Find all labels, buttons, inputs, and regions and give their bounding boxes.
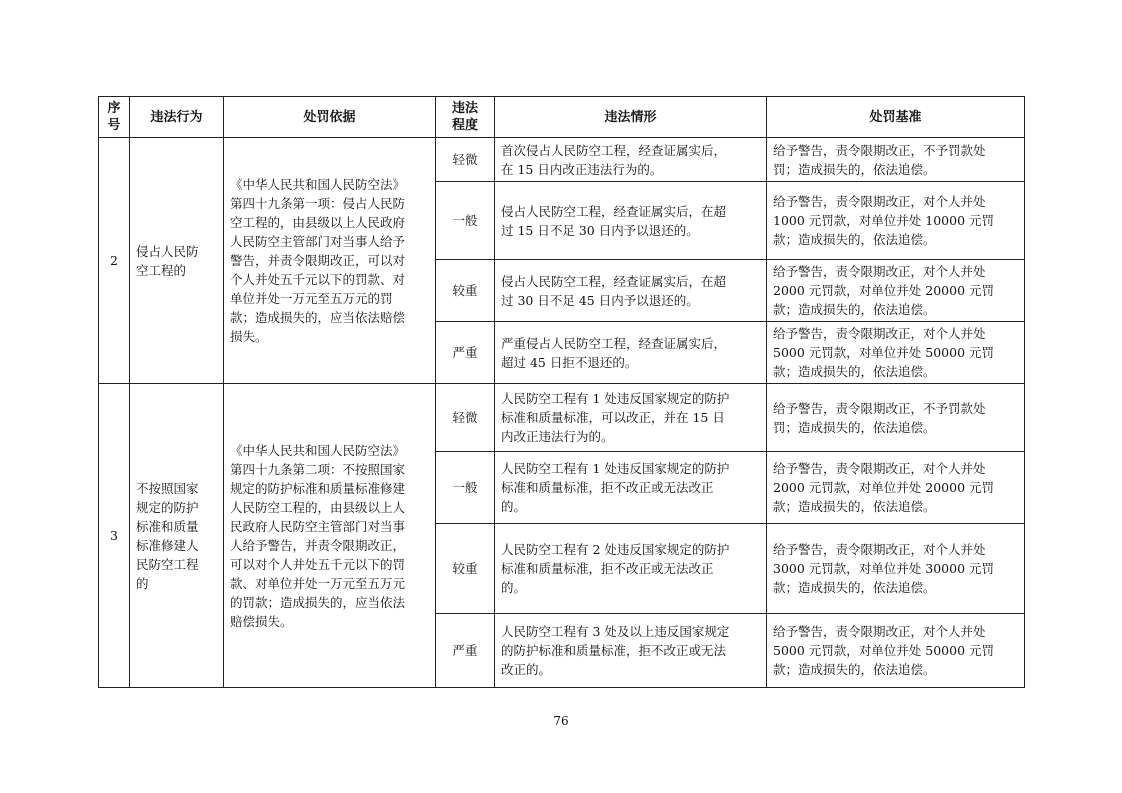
violation-level: 一般 [436,182,495,260]
page-number: 76 [553,714,569,728]
violation-situation: 首次侵占人民防空工程，经查证属实后， 在 15 日内改正违法行为的。 [495,138,767,182]
violation-situation: 人民防空工程有 1 处违反国家规定的防护 标准和质量标准，可以改正，并在 15 日 内改正违法行为的。 [495,384,767,452]
penalty-standard: 给予警告，责令限期改正，对个人并处 5000 元罚款，对单位并处 50000 元罚 款；造成损失的，依法追偿。 [767,322,1025,384]
violation-situation: 侵占人民防空工程，经查证属实后，在超 过 30 日不足 45 日内予以退还的。 [495,260,767,322]
header-violation-situation: 违法情形 [495,97,767,138]
row-number: 3 [99,384,130,688]
penalty-standard-table [98,96,1025,688]
penalty-basis: 《中华人民共和国人民防空法》 第四十九条第二项：不按照国家 规定的防护标准和质量标准修建 人民防空工程的，由县级以上人 民政府人民防空主管部门对当事 人给予警告，并责令限期改正， 可以对个人并处五千元以下的罚 款、对单位并处一万元至五万元 的罚款；造成损失的，应当依法 赔偿损失。 [224,384,436,688]
violation-level: 一般 [436,452,495,524]
header-row [99,97,1025,138]
violation-act: 侵占人民防 空工程的 [130,138,224,384]
penalty-standard: 给予警告，责令限期改正，对个人并处 5000 元罚款，对单位并处 50000 元罚 款；造成损失的，依法追偿。 [767,614,1025,688]
penalty-standard: 给予警告，责令限期改正，对个人并处 2000 元罚款，对单位并处 20000 元罚 款；造成损失的，依法追偿。 [767,452,1025,524]
penalty-standard: 给予警告，责令限期改正，对个人并处 1000 元罚款，对单位并处 10000 元罚 款；造成损失的，依法追偿。 [767,182,1025,260]
violation-situation: 侵占人民防空工程，经查证属实后，在超 过 15 日不足 30 日内予以退还的。 [495,182,767,260]
penalty-standard: 给予警告，责令限期改正，对个人并处 2000 元罚款，对单位并处 20000 元罚 款；造成损失的，依法追偿。 [767,260,1025,322]
penalty-standard: 给予警告，责令限期改正，不予罚款处 罚；造成损失的，依法追偿。 [767,138,1025,182]
violation-situation: 人民防空工程有 2 处违反国家规定的防护 标准和质量标准，拒不改正或无法改正 的。 [495,524,767,614]
violation-level: 轻微 [436,384,495,452]
penalty-standard: 给予警告，责令限期改正，对个人并处 3000 元罚款，对单位并处 30000 元罚 款；造成损失的，依法追偿。 [767,524,1025,614]
table-row [99,138,1025,182]
violation-level: 严重 [436,322,495,384]
violation-level: 较重 [436,260,495,322]
row-number: 2 [99,138,130,384]
violation-act: 不按照国家 规定的防护 标准和质量 标准修建人 民防空工程 的 [130,384,224,688]
violation-situation: 严重侵占人民防空工程，经查证属实后， 超过 45 日拒不退还的。 [495,322,767,384]
violation-situation: 人民防空工程有 3 处及以上违反国家规定 的防护标准和质量标准，拒不改正或无法 改正的。 [495,614,767,688]
penalty-standard: 给予警告，责令限期改正，不予罚款处 罚；造成损失的，依法追偿。 [767,384,1025,452]
table-row [99,384,1025,452]
header-number: 序 号 [99,97,130,138]
violation-level: 较重 [436,524,495,614]
penalty-basis: 《中华人民共和国人民防空法》 第四十九条第一项：侵占人民防 空工程的，由县级以上人民政府 人民防空主管部门对当事人给予 警告，并责令限期改正，可以对 个人并处五千元以下的罚款、对 单位并处一万元至五万元的罚 款；造成损失的，应当依法赔偿 损失。 [224,138,436,384]
header-penalty-basis: 处罚依据 [224,97,436,138]
violation-situation: 人民防空工程有 1 处违反国家规定的防护 标准和质量标准，拒不改正或无法改正 的。 [495,452,767,524]
header-penalty-standard: 处罚基准 [767,97,1025,138]
header-violation-level: 违法 程度 [436,97,495,138]
violation-level: 轻微 [436,138,495,182]
header-violation-act: 违法行为 [130,97,224,138]
violation-level: 严重 [436,614,495,688]
